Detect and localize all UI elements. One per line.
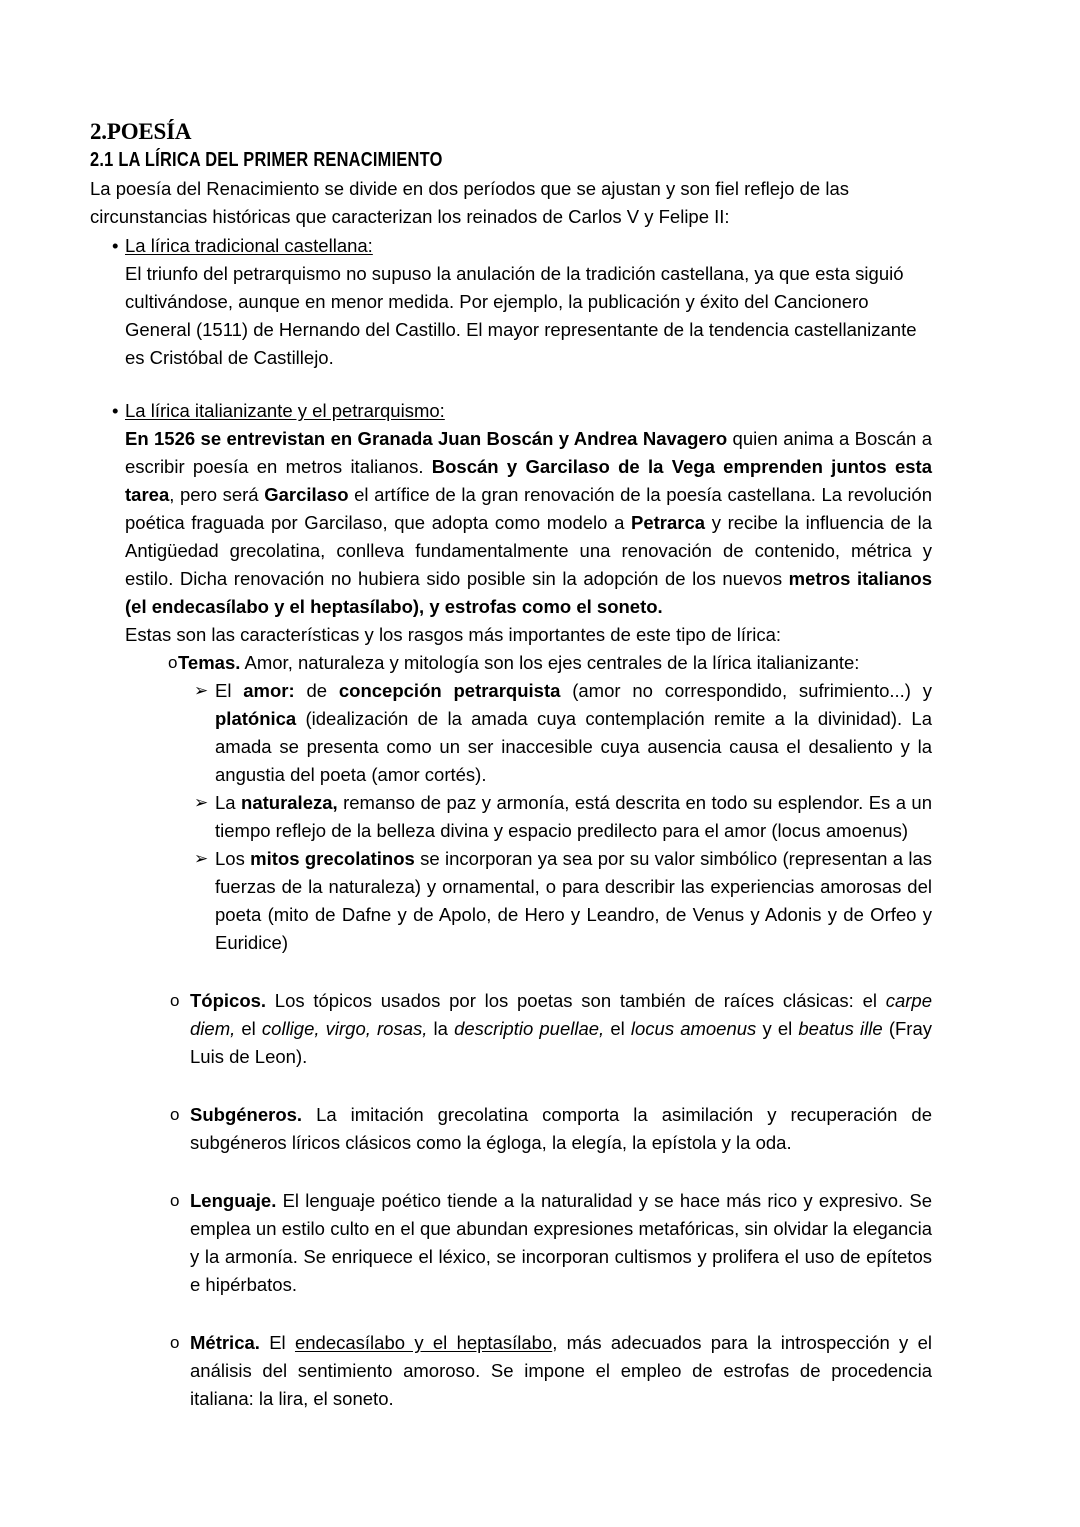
spacer — [90, 372, 932, 396]
emphasis-run: platónica — [215, 708, 297, 729]
italic-run: descriptio puellae, — [454, 1018, 605, 1039]
list-item-heading-text: La lírica tradicional castellana: — [125, 235, 373, 256]
list-item-heading-text: La lírica italianizante y el petrarquismo: — [125, 400, 445, 421]
text-run: El lenguaje poético tiende a la naturalidad y se hace más rico y expresivo. Se emplea un estilo culto en el que abundan expresiones metafóricas, sin olvidar la elegancia y la armonía. Se enriquece el léxico, se incorporan cultismos y prolifera el uso de epítetos e hipérbatos. — [190, 1190, 932, 1295]
text-run: Amor, naturaleza y mitología son los ejes centrales de la lírica italianizante: — [240, 652, 860, 673]
metrica-text — [190, 1329, 932, 1413]
text-run: El — [259, 1332, 295, 1353]
italic-run: carpe diem, — [190, 990, 932, 1039]
subgeneros-text — [190, 1101, 932, 1157]
circle-bullet-icon: o — [170, 1333, 180, 1352]
tema-amor-text — [215, 677, 932, 789]
emphasis-run: mitos grecolatinos — [250, 848, 415, 869]
spacer — [90, 1157, 932, 1187]
emphasis-run: En 1526 se entrevistan en Granada Juan Boscán y Andrea Navagero — [125, 428, 728, 449]
text-run: quien anima a Boscán a escribir poesía en metros italianos. — [125, 428, 932, 477]
intro-line-2: circunstancias históricas que caracterizan los reinados de Carlos V y Felipe II: — [90, 206, 730, 227]
disc-bullet-icon: • — [112, 400, 119, 421]
emphasis-run: concepción petrarquista — [338, 680, 561, 701]
list-item-subgeneros — [90, 1101, 932, 1157]
spacer — [90, 957, 932, 987]
text-run: Los tópicos usados por los poetas son también de raíces clásicas: el — [266, 990, 886, 1011]
list-item-metrica — [90, 1329, 932, 1413]
text-run: el — [235, 1018, 262, 1039]
circle-bullet-icon: o — [170, 1105, 180, 1124]
list-item-body: El triunfo del petrarquismo no supuso la anulación de la tradición castellana, ya que esta siguió cultivándose, aunque en menor medida. Por ejemplo, la publicación y éxito del Cancionero General (1511) de Hernando del Castillo. El mayor representante de la tendencia castellanizante es Cristóbal de Castillejo. — [125, 263, 917, 368]
text-run: se incorporan ya sea por su valor simbólico (representan a las fuerzas de la naturaleza) y ornamental, o para describir las experiencias amorosas del poeta (mito de Dafne y de Apolo, de Hero y Leandro, de Venus y Adonis y de Orfeo y Euridice) — [215, 848, 932, 953]
list-item-heading — [125, 397, 932, 425]
text-run: (amor no correspondido, sufrimiento...) y — [560, 680, 933, 701]
metrica-label: Métrica. — [190, 1332, 260, 1353]
document-body — [90, 118, 932, 1413]
emphasis-run: amor: — [243, 680, 295, 701]
list-item-heading — [125, 232, 932, 260]
list-item-lenguaje — [90, 1187, 932, 1299]
subgeneros-label: Subgéneros. — [190, 1104, 303, 1125]
list-item-lirica-tradicional — [90, 232, 932, 372]
emphasis-run: Petrarca — [631, 512, 706, 533]
emphasis-run: metros italianos (el endecasílabo y el heptasílabo), y estrofas como el soneto. — [125, 568, 932, 617]
emphasis-run: Garcilaso — [264, 484, 349, 505]
emphasis-run: naturaleza, — [241, 792, 338, 813]
arrow-bullet-icon: ➢ — [194, 681, 209, 700]
spacer — [90, 1299, 932, 1329]
page-title: 2.POESÍA — [90, 119, 192, 144]
intro-line-1: La poesía del Renacimiento se divide en dos períodos que se ajustan y son fiel reflejo de las — [90, 178, 849, 199]
italic-run: locus amoenus — [630, 1018, 757, 1039]
temas-label: Temas. — [178, 652, 241, 673]
text-run: Los — [215, 848, 251, 869]
temas-intro — [178, 649, 932, 677]
text-run: remanso de paz y armonía, está descrita en todo su esplendor. Es a un tiempo reflejo de la belleza divina y espacio predilecto para el amor (locus amoenus) — [215, 792, 933, 841]
text-run: el artífice de la gran renovación de la poesía castellana. La revolución poética fraguada por Garcilaso, que adopta como modelo a — [125, 484, 932, 533]
italic-run: beatus ille — [798, 1018, 883, 1039]
topicos-text — [190, 987, 932, 1071]
spacer — [90, 1071, 932, 1101]
lenguaje-text — [190, 1187, 932, 1299]
text-run: y recibe la influencia de la Antigüedad grecolatina, conlleva fundamentalmente una renovación de contenido, métrica y estilo. Dicha renovación no hubiera sido posible sin la adopción de los nuevos — [125, 512, 932, 589]
text-run: la — [427, 1018, 455, 1039]
section-subtitle: 2.1 LA LÍRICA DEL PRIMER RENACIMIENTO — [90, 149, 443, 171]
circle-bullet-icon: o — [168, 653, 178, 672]
text-run: , más adecuados para la introspección y el análisis del sentimiento amoroso. Se impone el empleo de estrofas de procedencia italiana: la lira, el soneto. — [190, 1332, 932, 1409]
text-run: (idealización de la amada cuya contemplación remite a la divinidad). La amada se presenta como un ser inaccesible cuya ausencia causa el desaliento y la angustia del poeta (amor cortés). — [215, 708, 932, 785]
list-item-temas — [90, 649, 932, 677]
arrow-bullet-icon: ➢ — [194, 849, 209, 868]
text-run: La — [215, 792, 242, 813]
list-item-tema-mitos — [90, 845, 932, 957]
list-item-topicos — [90, 987, 932, 1071]
list-item-tema-amor — [90, 677, 932, 789]
text-run: el — [604, 1018, 631, 1039]
arrow-bullet-icon: ➢ — [194, 793, 209, 812]
text-run: La imitación grecolatina comporta la asimilación y recuperación de subgéneros líricos clásicos como la égloga, la elegía, la epístola y la oda. — [190, 1104, 932, 1153]
disc-bullet-icon: • — [112, 235, 119, 256]
list-item-tema-naturaleza — [90, 789, 932, 845]
circle-bullet-icon: o — [170, 991, 180, 1010]
emphasis-run: Boscán y Garcilaso de la Vega emprenden juntos esta tarea — [125, 456, 932, 505]
circle-bullet-icon: o — [170, 1191, 180, 1210]
underline-run: endecasílabo y el heptasílabo — [294, 1332, 553, 1353]
lenguaje-label: Lenguaje. — [190, 1190, 277, 1211]
text-run: El — [215, 680, 244, 701]
list-item-body — [125, 425, 932, 621]
italic-run: collige, virgo, rosas, — [261, 1018, 428, 1039]
list-item-closing-line: Estas son las características y los rasgos más importantes de este tipo de lírica: — [125, 624, 782, 645]
text-run: y el — [756, 1018, 799, 1039]
tema-naturaleza-text — [215, 789, 932, 845]
text-run: , pero será — [169, 484, 265, 505]
tema-mitos-text — [215, 845, 932, 957]
text-run: de — [294, 680, 339, 701]
topicos-label: Tópicos. — [190, 990, 267, 1011]
list-item-lirica-italianizante — [90, 397, 932, 649]
text-run: (Fray Luis de Leon). — [190, 1018, 932, 1067]
